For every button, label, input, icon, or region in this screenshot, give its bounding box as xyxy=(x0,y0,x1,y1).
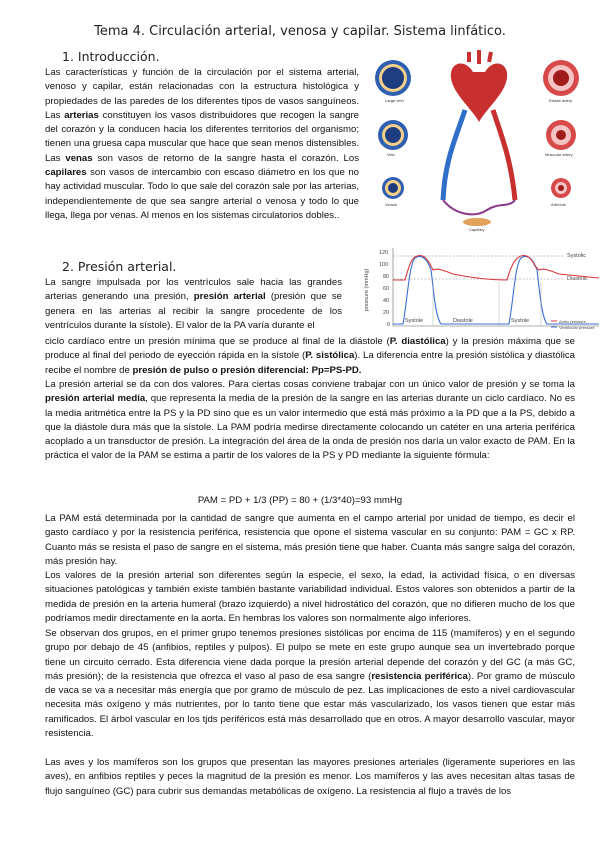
svg-text:120: 120 xyxy=(379,250,389,256)
phase-diastole: Diastole xyxy=(453,318,473,324)
phase-systole-1: Systole xyxy=(405,318,424,324)
phase-systole-2: Systole xyxy=(511,318,530,324)
legend-aortic: Aortic pressure xyxy=(559,319,586,324)
label-muscular-artery: Muscular artery xyxy=(545,152,573,157)
document-title: Tema 4. Circulación arterial, venosa y capilar. Sistema linfático. xyxy=(94,24,506,39)
pressure-waveform-figure xyxy=(363,244,600,340)
svg-text:0: 0 xyxy=(387,322,391,328)
pressure-paragraph-1: La sangre impulsada por los ventrículos sale hacia las grandes arterias generando una presión, presión arterial (presión que se genera en las arterias al recibir la sangre procedente de los ventrículos durante la sístole). El valor de la PA varía durante el xyxy=(45,277,342,331)
label-large-vein: Large vein xyxy=(385,98,404,103)
systolic-label: Systolic xyxy=(567,253,586,259)
pressure-paragraph-2: ciclo cardíaco entre un presión mínima que se produce al final de la diástole (P. diastólica) y la presión máxima que se produce al final del periodo de eyección rápida en la sístole (P. sistólica). La diferencia entre la presión sistólica y diastólica recibe el nombre de presión de pulso o presión diferencial: Pp=PS-PD. xyxy=(45,336,575,376)
svg-text:40: 40 xyxy=(383,298,390,304)
intro-paragraph: Las características y función de la circulación por el sistema arterial, venoso y capilar, están relacionadas con la estructura histológica y propiedades de las paredes de los diferentes tipos de vasos sanguíneos. Las arterias constituyen los vasos distribuidores que recogen la sangre del corazón y la conducen hacia los diferentes territorios del organismo; tienen una gruesa capa muscular que hace que sean menos distensibles. Las venas son vasos de retorno de la sangre hasta el corazón. Los capilares son vasos de intercambio con escaso diámetro en los que no hay actividad muscular. Todo lo que sale del corazón sale por las arterias, independientemente de que sea sangre arterial o venosa y todo lo que llega, llega por venas. Al menos en los sistemas circulatorios dobles.. xyxy=(45,67,359,221)
legend-ventricular: Ventricular pressure xyxy=(559,325,595,330)
pressure-paragraph-3: La presión arterial se da con dos valores. Para ciertas cosas conviene trabajar con un único valor de presión y se toma la presión arterial media, que representa la media de la presión de la sangre en las arterias durante un ciclo cardíaco. No es la media aritmética entre la PS y la PD sino que es un valor intermedio que está más próximo a la PD que a la PS, debido a que la diástole dura más que la sístole. La PAM podría medirse directamente colocando un catéter en una arteria periférica acoplado a un transductor de presión. La integración del área de la onda de presión nos daría un valor exacto de PAM. En la práctica el valor de la PAM se estima a partir de los valores de la PS y PD mediante la siguiente fórmula: xyxy=(45,379,575,462)
svg-text:20: 20 xyxy=(383,310,390,316)
section-2-heading: 2. Presión arterial. xyxy=(62,259,177,274)
pressure-paragraph-5: Los valores de la presión arterial son diferentes según la especie, el sexo, la edad, la actividad física, o en diversas situaciones patológicas y también existe también bastante variabilidad individual. Estos valores son obtenidos a partir de la medida de presión en la arteria humeral (brazo izquierdo) a nivel hidrostático del corazón, que no difieren mucho de los que podríamos medir directamente en la aorta. En hembras los valores son normalmente algo inferiores. xyxy=(45,570,575,624)
label-venule: Venule xyxy=(385,202,398,207)
svg-text:60: 60 xyxy=(383,286,390,292)
label-arteriole: Arteriole xyxy=(551,202,566,207)
pressure-paragraph-4: La PAM está determinada por la cantidad de sangre que aumenta en el campo arterial por unidad de tiempo, es decir el gasto cardíaco y por la resistencia periférica, resistencia que opone el sistema vascular en su conjunto: PAM = GC x RP. Cuanto más se resista el paso de sangre en el sistema, más presión tiene que haber. Cuanta más sangre salga del corazón, más presión hay. xyxy=(45,513,575,567)
svg-text:100: 100 xyxy=(379,262,389,268)
ventricular-pressure-line xyxy=(393,257,599,325)
label-vein: Vein xyxy=(387,152,395,157)
svg-text:80: 80 xyxy=(383,274,390,280)
pressure-paragraph-6: Se observan dos grupos, en el primer grupo tenemos presiones sistólicas por encima de 115 (mamíferos) y en el segundo grupo por debajo de 45 (anfibios, reptiles y pulpos). El pulpo se mete en este grupo aunque sea un invertebrado porque tiene un circuito cerrado. Esta diferencia viene dada porque la presión arterial depende del corazón y del GC (a más GC, más presión); de la resistencia que ofrezca el vaso al paso de esa sangre (resistencia periférica). Por gramo de músculo de vaca se va a necesitar más energía que por gramo de músculo de pez. Las implicaciones de esto a nivel cardiovascular necesita más oxígeno y más nutrientes, por lo tanto tiene que estar más vascularizado, los vasos tienen que estar más ramificados. El árbol vascular en los tjds periféricos está más desarrollado que en otros. A mayor desarrollo vascular, mayor resistencia. xyxy=(45,628,575,740)
pressure-paragraph-7: Las aves y los mamíferos son los grupos que presentan las mayores presiones arteriales (ligeramente superiores en las aves), en anfibios reptiles y peces la magnitud de la presión es menor. Los mamíferos y las aves necesitan altas tasas de flujo sanguíneo (GC) para cubrir sus demandas metabólicas de oxígeno. La resistencia al flujo a través de los xyxy=(45,757,575,797)
blood-vessel-figure xyxy=(365,50,593,232)
label-capillary: Capillary xyxy=(469,227,485,232)
y-axis-label: pressure (mmHg) xyxy=(364,268,370,312)
label-elastic-artery: Elastic artery xyxy=(549,98,573,103)
diastolic-label: Diastolic xyxy=(567,276,588,282)
pam-formula: PAM = PD + 1/3 (PP) = 80 + (1/3*40)=93 mmHg xyxy=(197,495,403,506)
section-1-heading: 1. Introducción. xyxy=(62,49,160,64)
